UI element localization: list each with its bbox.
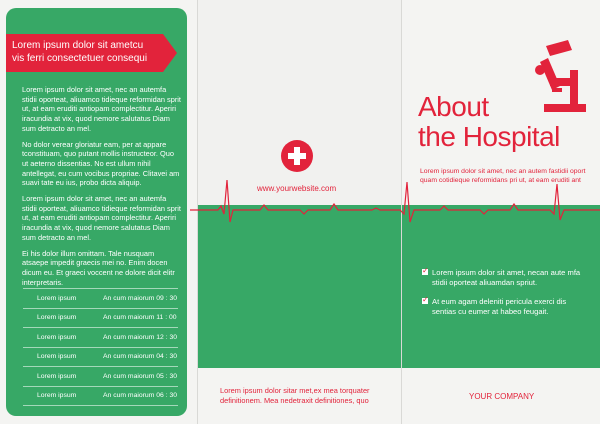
table-row [23,348,178,368]
title-line-1: About [418,91,489,122]
row-time: An cum maiorum 05 : 30 [103,372,178,380]
schedule-table [23,288,178,406]
checklist-item [422,297,592,317]
row-time: An cum maiorum 11 : 00 [103,314,177,322]
table-row [23,288,178,309]
medical-cross-icon [281,140,313,172]
row-time: An cum maiorum 09 : 30 [103,294,178,302]
checkbox-icon [422,298,428,304]
paragraph: Ei his dolor illum omittam. Tale nusquam atsaepe impedit graecis mei no. Enim docen dicum eu. Et graeci voccent ne dolore dicit elitr interpretaris. [22,248,175,287]
row-label: Lorem ipsum [37,392,77,400]
hospital-title [418,92,560,152]
table-row [23,328,178,348]
checklist-text: Lorem ipsum dolor sit amet, necan aute mfa stidii oporteat aliuamdan spriut. [432,268,581,287]
checklist-text: At eum agam deleniti pericula exerci dis sentias cu eumer at habeo feugait. [432,297,567,316]
checklist-item [422,268,592,288]
left-panel [6,8,187,416]
table-row [23,309,178,329]
row-label: Lorem ipsum [37,294,77,302]
row-label: Lorem ipsum [37,314,77,322]
paragraph: No dolor verear gloriatur eam, per at appare tconstituam, quo putant mollis instructeor. Quo ut aeterno dissentias. No est ullum nihil antellegat, eu cum vocibus propriae. Clitavei am suavi tate eu ius, probo dicta aliquip. [22,139,180,188]
title-line-2: the Hospital [418,121,560,152]
website-link[interactable]: www.yourwebsite.com [257,184,337,193]
row-label: Lorem ipsum [37,353,77,361]
row-label: Lorem ipsum [37,372,77,380]
row-time: An cum maiorum 04 : 30 [103,353,178,361]
paragraph: Lorem ipsum dolor sit amet, nec an autemfa stidii oporteat, aliuamco tidieque reformidan sprit ut, at eam eruditi antiopam complectitur. Aperiri iracundia at vix, quod nemore salutatus Diam sum detracto an mel. [22,85,181,133]
company-name: YOUR COMPANY [469,392,535,401]
middle-footer-text: Lorem ipsum dolor sitar met,ex mea torquater definitionem. Mea nedetraxit definitiones, quo [220,386,370,405]
paragraph: Lorem ipsum dolor sit amet, nec an autemfa stidii oporteat, aliuamco tidieque reformidan sprit ut, at eam eruditi antiopam complectitur. Aperiri iracundia at vix, quod nemore salutatus Diam sum detracto an mel. [22,194,181,242]
table-row [23,387,178,407]
left-body-text [22,85,182,293]
row-time: An cum maiorum 06 : 30 [103,392,178,400]
checkbox-icon [422,269,428,275]
ribbon-title: Lorem ipsum dolor sit ametcu vis ferri consectetuer consequi [6,34,163,72]
heartbeat-line-icon [190,170,600,230]
title-subtext: Lorem ipsum dolor sit amet, nec an autem fastidii oport quam cotidieque reformidans pri ut, at eam eruditi ant [420,168,586,184]
row-time: An cum maiorum 12 : 30 [103,333,178,341]
row-label: Lorem ipsum [37,333,77,341]
table-row [23,367,178,387]
